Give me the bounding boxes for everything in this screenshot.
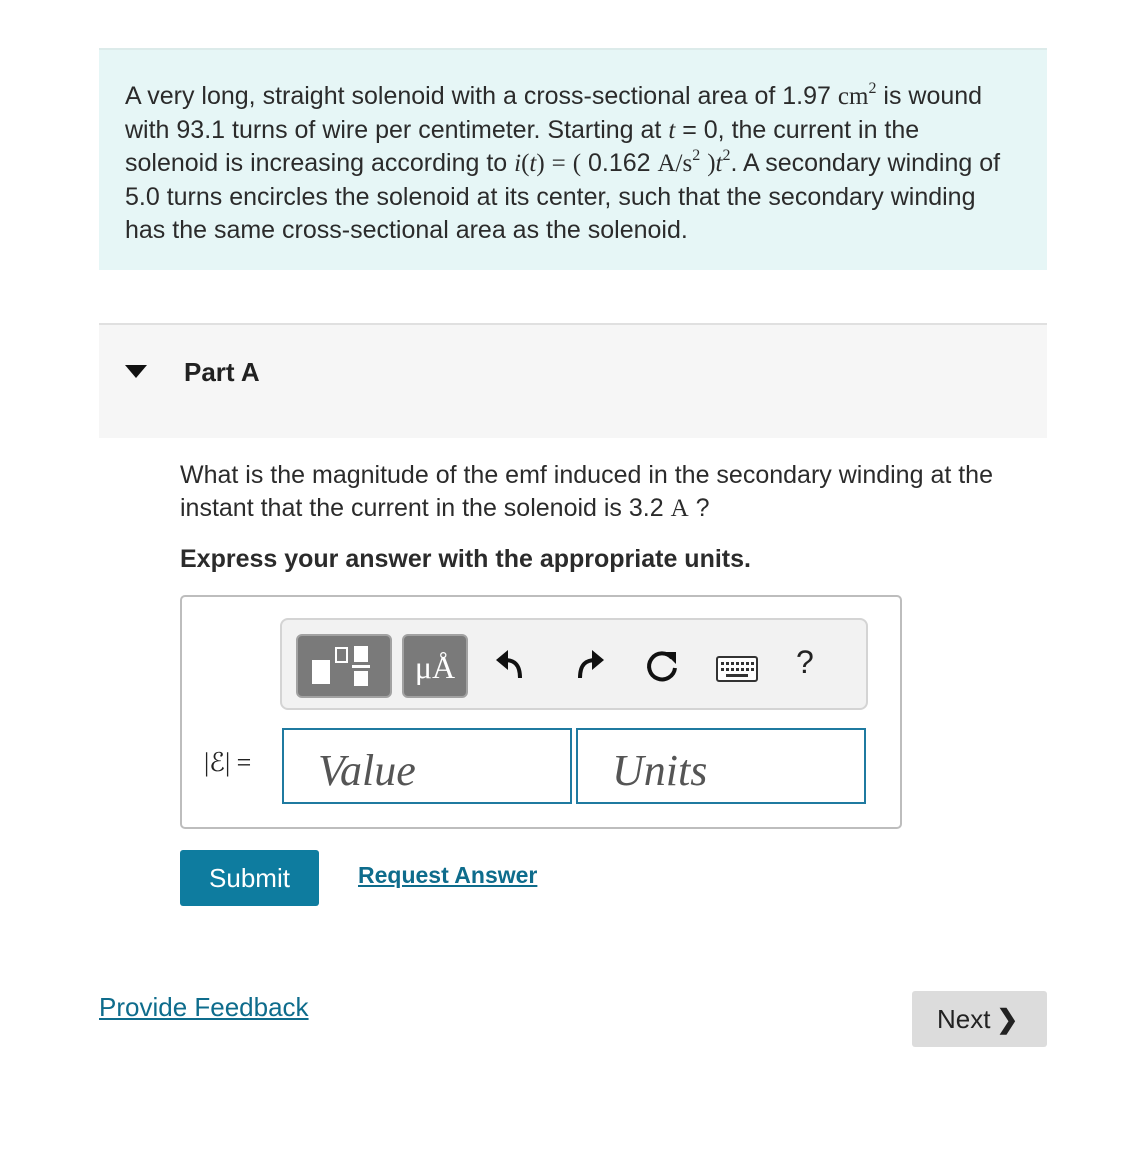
value-input[interactable]	[282, 728, 572, 804]
area-unit-base: cm	[837, 83, 869, 110]
coef-close-paren: )	[707, 150, 716, 177]
redo-icon[interactable]	[568, 646, 608, 686]
chevron-right-icon: ❯	[996, 1003, 1019, 1034]
units-icon: μÅ	[414, 649, 456, 685]
time-argument: t	[529, 150, 537, 177]
current-variable: i	[514, 150, 522, 177]
math-open-paren: (	[521, 150, 530, 177]
keyboard-icon[interactable]	[716, 656, 758, 682]
part-title: Part A	[184, 357, 260, 387]
area-unit	[837, 80, 877, 110]
next-label: Next	[937, 1003, 991, 1034]
collapse-triangle-icon[interactable]	[125, 365, 147, 378]
reset-icon[interactable]	[642, 646, 682, 686]
provide-feedback-link[interactable]: Provide Feedback	[99, 992, 309, 1022]
equals-sign: =	[551, 150, 566, 177]
part-a-header[interactable]	[99, 323, 1047, 438]
question-unit: A	[670, 495, 689, 522]
time-variable: t	[668, 116, 676, 144]
undo-icon[interactable]	[492, 646, 532, 686]
submit-button[interactable]: Submit	[180, 850, 319, 906]
units-button[interactable]	[402, 634, 468, 698]
coefficient-unit	[657, 147, 701, 177]
intro-text-4: . A secondary winding of 5.0 turns encircles the solenoid at its center, such that the secondary winding has the same cross-sectional area as the solenoid.	[125, 149, 1001, 244]
problem-statement	[125, 80, 1015, 248]
time-squared-base: t	[715, 150, 723, 177]
answer-box	[180, 595, 902, 829]
emf-label: |ℰ| =	[204, 748, 252, 777]
math-toolbar	[280, 618, 868, 710]
math-close-paren: )	[536, 150, 545, 177]
units-input[interactable]	[576, 728, 866, 804]
answer-instruction: Express your answer with the appropriate units.	[180, 545, 751, 573]
templates-button[interactable]	[296, 634, 392, 698]
problem-intro-panel	[99, 48, 1047, 270]
coef-open-paren: (	[572, 150, 582, 177]
help-icon[interactable]: ?	[796, 644, 814, 680]
question-mark: ?	[695, 494, 710, 522]
next-button[interactable]	[912, 991, 1047, 1047]
time-squared-exponent: 2	[722, 147, 731, 164]
intro-text-2: is wound with 93.1 turns of wire per centimeter. Starting at	[125, 82, 983, 144]
area-unit-exponent: 2	[868, 80, 877, 97]
coef-unit-base: A/s	[657, 150, 693, 177]
intro-text-1: A very long, straight solenoid with a cross-sectional area of 1.97	[125, 82, 831, 110]
question-body: What is the magnitude of the emf induced in the secondary winding at the instant that the current in the solenoid is 3.2	[180, 461, 993, 522]
request-answer-link[interactable]: Request Answer	[358, 862, 538, 888]
coef-unit-exponent: 2	[692, 147, 701, 164]
intro-text-3: = 0, the current in the solenoid is increasing according to	[125, 115, 920, 177]
question-text	[180, 459, 1040, 525]
coefficient-value: 0.162	[587, 149, 651, 177]
templates-icon	[298, 636, 390, 696]
